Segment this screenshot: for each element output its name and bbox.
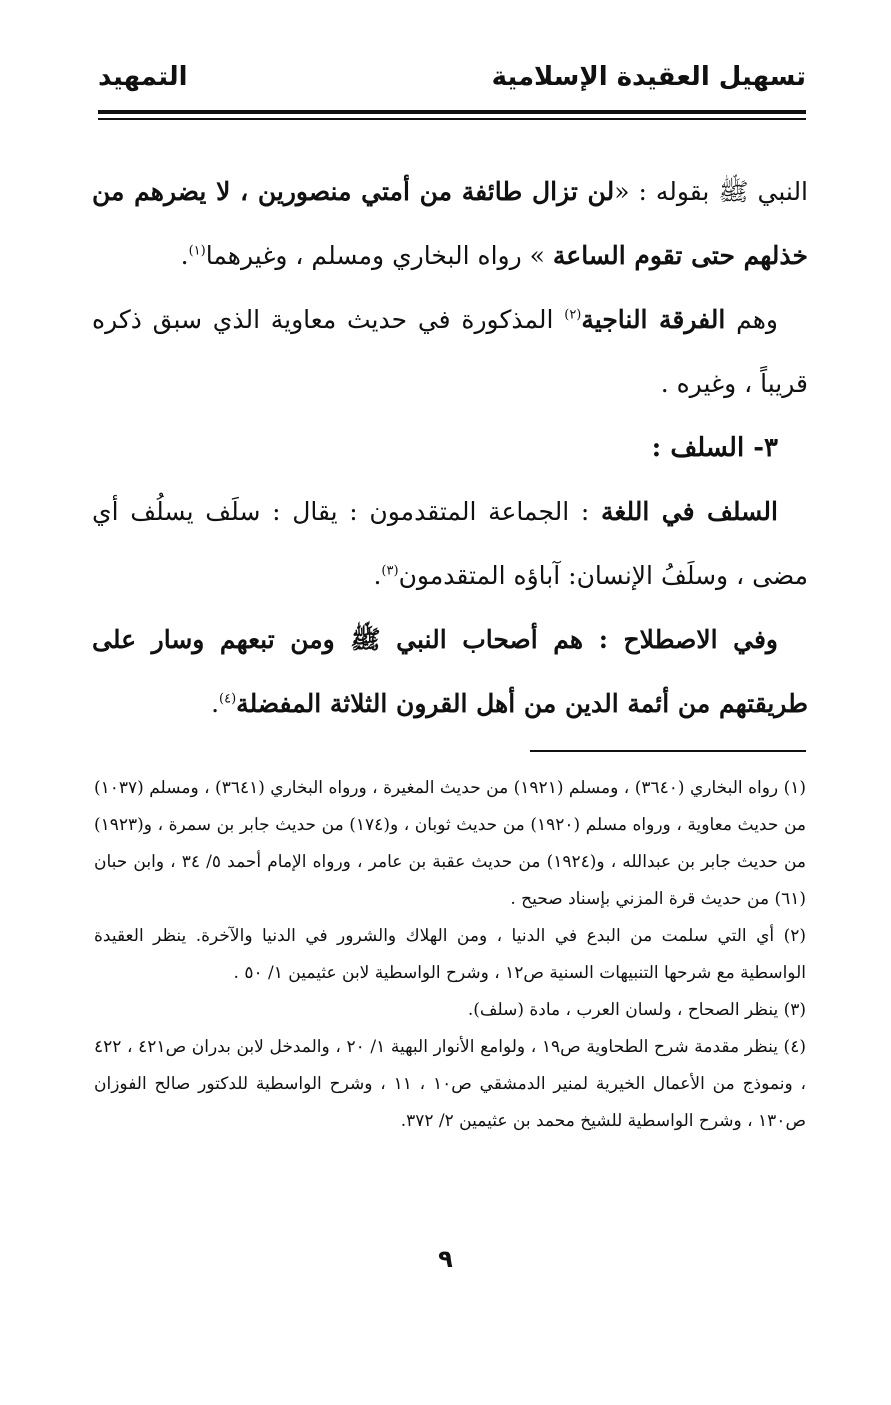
footnote-2: (٢) أي التي سلمت من البدع في الدنيا ، ومن الهلاك والشرور في الدنيا والآخرة. ينظر العقيدة الواسطية مع شرحها التنبيهات السنية ص١٢ ، وشرح الواسطية لابن عثيمين ١/ ٥٠ . [94,926,806,983]
definition-istilah: وفي الاصطلاح : هم أصحاب النبي ﷺ ومن تبعهم وسار على طريقتهم من أئمة الدين من أهل القرون الثلاثة المفضلة [92,625,808,718]
hadith-text: لن تزال طائفة من أمتي منصورين ، لا يضرهم من خذلهم حتى تقوم الساعة [92,177,808,270]
footnote-4: (٤) ينظر مقدمة شرح الطحاوية ص١٩ ، ولوامع الأنوار البهية ١/ ٢٠ ، والمدخل لابن بدران ص٤٢١ ، ٤٢٢ ، ونموذج من الأعمال الخيرية لمنير الدمشقي ص١٠ ، ١١ ، وشرح الواسطية للدكتور صالح الفوزان ص١٣٠ ، وشرح الواسطية للشيخ محمد بن عثيمين ٢/ ٣٧٢. [94,1037,806,1131]
running-header [98,58,806,106]
footnote-separator [530,750,806,752]
section-heading-salaf: ٣- السلف : [651,433,778,463]
footnote-ref-1[interactable]: (١) [188,243,206,259]
book-title: تسهيل العقيدة الإسلامية [491,62,806,92]
footnote-ref-2[interactable]: (٢) [564,307,582,323]
paragraph-salaf-lugha [92,480,808,608]
p3-text: : الجماعة المتقدمون : يقال : سلَف يسلُف أي مضى ، وسلَفُ الإنسان: آباؤه المتقدمون [92,497,808,590]
p3-end: . [373,561,382,590]
term-firqa-najiya: الفرقة الناجية [581,305,726,334]
page-number: ٩ [438,1245,453,1273]
term-salaf-lugha: السلف في اللغة [600,497,778,526]
header-rule-thick [98,110,806,114]
paragraph-firqa [92,288,808,416]
header-rule-thin [98,118,806,120]
footnote-ref-3[interactable]: (٣) [381,563,399,579]
p1-end: . [180,241,189,270]
p1-suffix: » رواه البخاري ومسلم ، وغيرهما [205,241,553,270]
chapter-title: التمهيد [98,62,188,92]
footnote-ref-4[interactable]: (٤) [219,691,237,707]
footnote-3: (٣) ينظر الصحاح ، ولسان العرب ، مادة (سلف). [467,1000,806,1020]
paragraph-hadith [92,160,808,288]
p1-prefix: النبي ﷺ بقوله : « [614,177,809,206]
paragraph-salaf-istilah [92,608,808,736]
p4-end: . [211,689,220,718]
footnote-1: (١) رواه البخاري (٣٦٤٠) ، ومسلم (١٩٢١) من حديث المغيرة ، ورواه البخاري (٣٦٤١) ، ومسلم (١٠٣٧) من حديث معاوية ، ورواه مسلم (١٩٢٠) من حديث ثوبان ، و(١٧٤) من حديث جابر بن سمرة ، و(١٩٢٣) من حديث جابر بن عبدالله ، و(١٩٢٤) من حديث عقبة بن عامر ، ورواه الإمام أحمد ٥/ ٣٤ ، وابن حبان (٦١) من حديث قرة المزني بإسناد صحيح . [94,778,807,909]
p2-prefix: وهم [725,305,778,334]
main-text [92,160,808,736]
p2-suffix: المذكورة في حديث معاوية الذي سبق ذكره قريباً ، وغيره . [92,305,808,398]
footnotes [94,770,806,1140]
